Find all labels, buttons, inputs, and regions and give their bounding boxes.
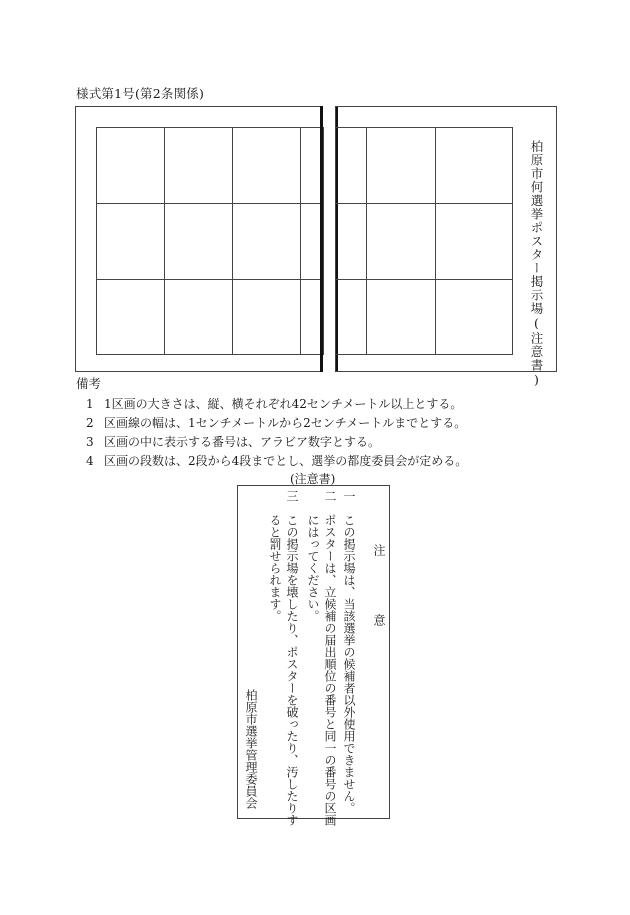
grid-line <box>97 279 323 280</box>
notice-box <box>237 485 390 826</box>
grid-line <box>300 128 301 354</box>
grid-line <box>336 203 512 204</box>
notice-line-2a: 二 ポスターは、立候補の届出順位の番号と同一の番号の区画 <box>323 490 337 826</box>
remark-number: 3 <box>86 435 94 449</box>
notice-line-1: 一 この掲示場は、当該選挙の候補者以外使用できません。 <box>342 490 356 814</box>
remark-text: 区画の中に表示する番号は、アラビア数字とする。 <box>104 435 381 449</box>
remark-text: 1区画の大きさは、縦、横それぞれ42センチメートル以上とする。 <box>104 397 463 411</box>
remark-item <box>86 452 467 469</box>
remark-item <box>86 433 380 450</box>
notice-line-2b: にはってください。 <box>306 490 320 622</box>
grid-line <box>435 128 436 354</box>
grid-line <box>232 128 233 354</box>
remark-number: 4 <box>86 454 94 468</box>
grid-line <box>164 128 165 354</box>
board-label: 柏原市何選挙ポスター掲示場(注意書) <box>529 140 544 388</box>
remark-number: 1 <box>86 397 94 411</box>
notice-title-2: 意 <box>372 614 386 626</box>
remark-item <box>86 414 466 431</box>
form-title: 様式第1号(第2条関係) <box>76 86 205 101</box>
notice-line-3a: 三 この掲示場を壊したり、ポスターを破ったり、汚したりす <box>285 490 299 826</box>
remarks-heading: 備考 <box>76 376 102 391</box>
board-right-panel <box>335 106 557 372</box>
board-grid-right <box>336 127 513 355</box>
remark-text: 区画線の幅は、1センチメートルから2センチメートルまでとする。 <box>104 416 467 430</box>
notice-title-1: 注 <box>372 544 386 556</box>
remark-number: 2 <box>86 416 94 430</box>
remark-item <box>86 395 462 412</box>
grid-line <box>97 203 323 204</box>
board-break-mark-left <box>320 106 323 372</box>
notice-caption: (注意書) <box>290 472 336 486</box>
remark-text: 区画の段数は、2段から4段までとし、選挙の都度委員会が定める。 <box>104 454 468 468</box>
grid-line <box>336 279 512 280</box>
notice-line-3b: ると罰せられます。 <box>268 490 282 622</box>
notice-signature: 柏原市選挙管理委員会 <box>244 689 258 809</box>
board-grid-left <box>96 127 324 355</box>
board-left-panel <box>75 106 323 372</box>
grid-line <box>366 128 367 354</box>
